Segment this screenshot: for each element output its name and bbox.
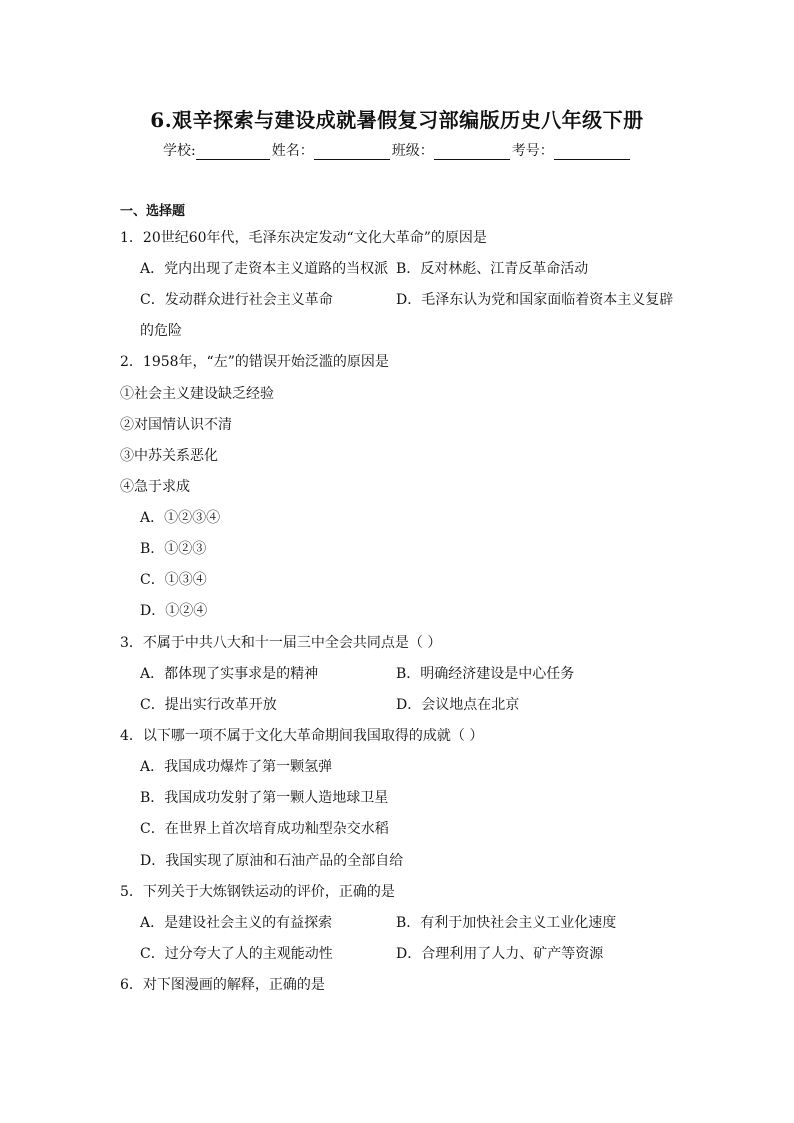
option-b: B．有利于加快社会主义工业化速度 bbox=[396, 915, 617, 931]
option-b: B．我国成功发射了第一颗人造地球卫星 bbox=[140, 790, 389, 806]
option-d: D．合理利用了人力、矿产等资源 bbox=[396, 946, 604, 962]
option-c: C．提出实行改革开放 bbox=[140, 697, 277, 713]
name-label: 姓名： bbox=[271, 143, 314, 159]
option-d: D．①②④ bbox=[140, 603, 208, 619]
school-label: 学校: bbox=[163, 143, 196, 159]
class-label: 班级： bbox=[391, 143, 434, 159]
question-stem: 3．不属于中共八大和十一届三中全会共同点是（ ） bbox=[120, 635, 442, 651]
section-title: 一、选择题 bbox=[120, 204, 186, 219]
option-a: A．我国成功爆炸了第一颗氢弹 bbox=[140, 759, 333, 775]
option-c: C．发动群众进行社会主义革命 bbox=[140, 292, 333, 308]
class-blank[interactable] bbox=[434, 145, 510, 160]
option-d: D．会议地点在北京 bbox=[396, 697, 520, 713]
option-c: C．在世界上首次培育成功籼型杂交水稻 bbox=[140, 821, 389, 837]
option-b: B．①②③ bbox=[140, 541, 207, 557]
name-blank[interactable] bbox=[314, 145, 390, 160]
option-c: C．①③④ bbox=[140, 572, 207, 588]
question-stem: 2．1958年，“左”的错误开始泛滥的原因是 bbox=[120, 354, 389, 370]
statement-item: ③中苏关系恶化 bbox=[120, 448, 218, 464]
option-a: A．①②③④ bbox=[140, 510, 221, 526]
question-stem: 6．对下图漫画的解释，正确的是 bbox=[120, 977, 325, 993]
option-c: C．过分夸大了人的主观能动性 bbox=[140, 946, 333, 962]
option-d: D．毛泽东认为党和国家面临着资本主义复辟 bbox=[396, 292, 674, 308]
option-a: A．都体现了实事求是的精神 bbox=[140, 666, 319, 682]
question-stem: 1．20世纪60年代，毛泽东决定发动“文化大革命”的原因是 bbox=[120, 230, 487, 246]
statement-item: ②对国情认识不清 bbox=[120, 417, 232, 433]
page-title: 6.艰辛探索与建设成就暑假复习部编版历史八年级下册 bbox=[150, 108, 644, 132]
option-a: A．党内出现了走资本主义道路的当权派 bbox=[140, 261, 389, 277]
option-a: A．是建设社会主义的有益探索 bbox=[140, 915, 333, 931]
option-b: B．反对林彪、江青反革命活动 bbox=[396, 261, 589, 277]
student-info-row bbox=[163, 140, 632, 160]
statement-item: ①社会主义建设缺乏经验 bbox=[120, 386, 274, 402]
option-b: B．明确经济建设是中心任务 bbox=[396, 666, 575, 682]
school-blank[interactable] bbox=[196, 145, 270, 160]
exam-no-label: 考号： bbox=[511, 143, 554, 159]
option-d: D．我国实现了原油和石油产品的全部自给 bbox=[140, 853, 404, 869]
statement-item: ④急于求成 bbox=[120, 479, 190, 495]
question-stem: 4．以下哪一项不属于文化大革命期间我国取得的成就（ ） bbox=[120, 728, 484, 744]
exam-no-blank[interactable] bbox=[554, 145, 630, 160]
option-d-continued: 的危险 bbox=[140, 323, 182, 339]
question-stem: 5．下列关于大炼钢铁运动的评价，正确的是 bbox=[120, 884, 395, 900]
